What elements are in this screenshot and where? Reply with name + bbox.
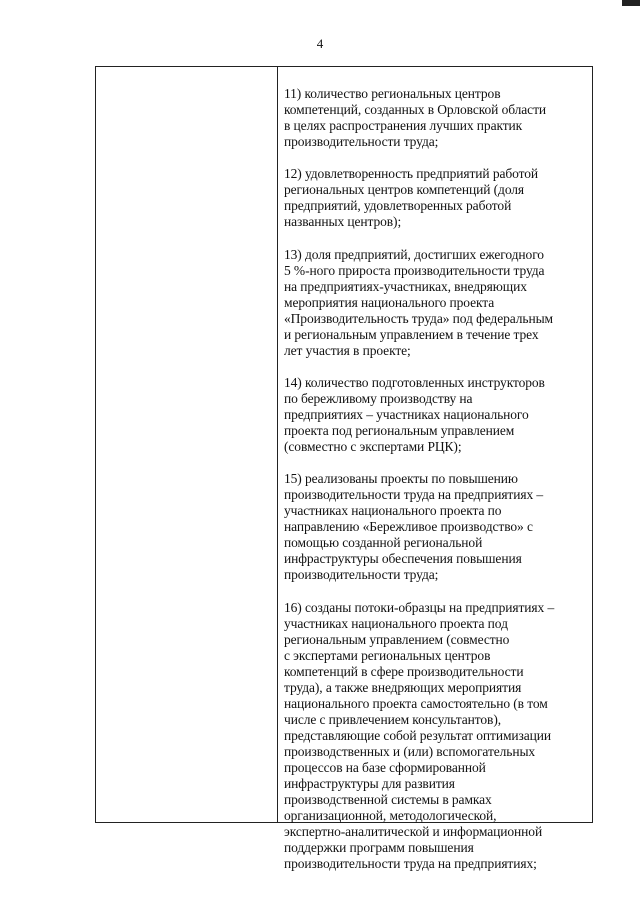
list-item-13: 13) доля предприятий, достигших ежегодного 5 %-ного прироста производительности труда на предприятиях-участниках, внедряющих мероприятия национального проекта «Производительность труда» под федеральным и региональным управлением в течение трех лет участия в проекте;: [284, 246, 553, 358]
table-right-column: [278, 67, 592, 872]
list-item-14: 14) количество подготовленных инструкторов по бережливому производству на предприятиях – участниках национального проекта под региональным управлением (совместно с экспертами РЦК);: [284, 374, 545, 455]
table-left-column: [96, 67, 278, 822]
list-item-12: 12) удовлетворенность предприятий работой региональных центров компетенций (доля предприятий, удовлетворенных работой названных центров);: [284, 166, 539, 230]
content-table: [95, 66, 593, 872]
list-item-11: 11) количество региональных центров компетенций, созданных в Орловской области в целях распространения лучших практик производительности труда;: [284, 86, 546, 150]
list-item-15: 15) реализованы проекты по повышению производительности труда на предприятиях – участниках национального проекта по направлению «Бережливое производство» с помощью созданной региональной инфраструктуры обеспечения повышения производительности труда;: [284, 471, 544, 583]
scan-corner-mark: [622, 0, 640, 6]
page-number: 4: [316, 36, 324, 51]
list-item-16: 16) созданы потоки-образцы на предприятиях – участниках национального проекта под региональным управлением (совместно с экспертами региональных центров компетенций в сфере производительности труда), а также внедряющих мероприятия национального проекта самостоятельно (в том числе с привлечением консультантов), представляющие собой результат оптимизации производственных и (или) вспомогательных процессов на базе сформированной инфраструктуры для развития производственной системы в рамках организационной, методологической, экспертно-аналитической и информационной поддержки программ повышения производительности труда на предприятиях;: [284, 599, 555, 872]
